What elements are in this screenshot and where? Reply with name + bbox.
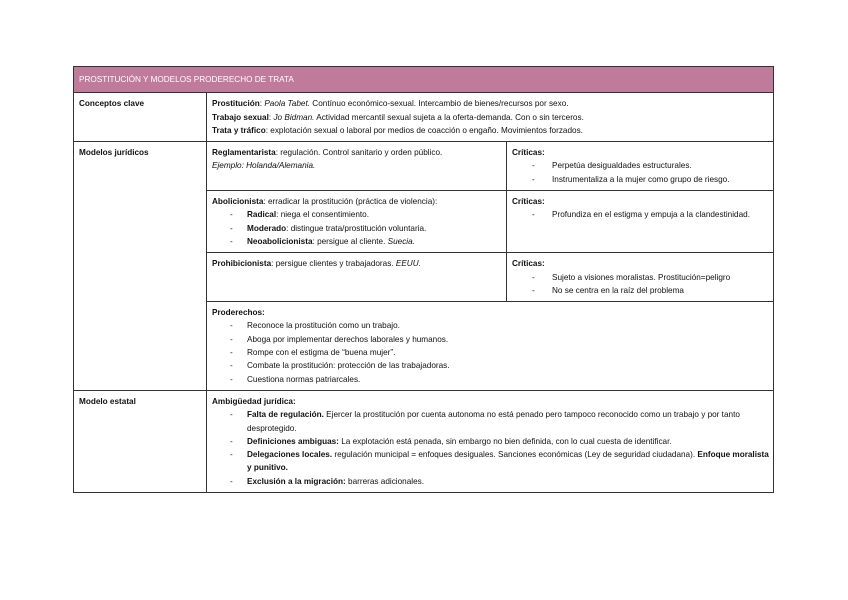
estatal-row [74, 390, 774, 492]
reglamentarista-row [74, 142, 774, 191]
critica-item: - Profundiza en el estigma y empuja a la clandestinidad. [512, 208, 769, 221]
estatal-term: Falta de regulación. [247, 410, 324, 420]
estatal-term: Delegaciones locales. [247, 450, 333, 460]
concept-line: Trata y tráfico: explotación sexual o laboral por medios de coacción o engaño. Movimientos forzados. [212, 125, 583, 135]
critica-item: - Perpetúa desigualdades estructurales. [512, 159, 769, 172]
proderechos-item: - Rompe con el estigma de “buena mujer”. [212, 346, 769, 359]
concept-line: Trabajo sexual: Jo Bidman. Actividad mercantil sexual sujeta a la oferta-demanda. Con o sin terceros. [212, 112, 584, 122]
concept-line: Prostitución: Paola Tabet. Contínuo económico-sexual. Intercambio de bienes/recursos por sexo. [212, 99, 569, 109]
estatal-text: barreras adicionales. [348, 476, 425, 486]
concept-author: Jo Bidman. [273, 112, 315, 122]
subtype-text: persigue al cliente. [317, 236, 386, 246]
concept-author: Paola Tabet. [264, 99, 311, 109]
row-label-conceptos: Conceptos clave [74, 93, 207, 142]
concept-term: Trabajo sexual [212, 112, 269, 122]
concept-text: Actividad mercantil sexual sujeta a la oferta-demanda. Con o sin terceros. [316, 112, 584, 122]
model-term: Proderechos: [212, 308, 265, 318]
estatal-text: regulación municipal = enfoques desiguales. Sanciones económicas (Ley de seguridad ciudadana). [334, 450, 696, 460]
criticas-list [512, 159, 769, 186]
criticas-label: Críticas: [512, 259, 545, 269]
criticas-list [512, 271, 769, 298]
proderechos-item: - Aboga por implementar derechos laborales y humanos. [212, 333, 769, 346]
reglamentarista-cell: Reglamentarista: regulación. Control sanitario y orden público. Ejemplo: Holanda/Alemania. [207, 142, 507, 191]
proderechos-item: - Cuestiona normas patriarcales. [212, 373, 769, 386]
estatal-item [212, 408, 769, 435]
summary-table [73, 66, 774, 493]
criticas-label: Críticas: [512, 148, 545, 158]
critica-item: - Instrumentaliza a la mujer como grupo de riesgo. [512, 173, 769, 186]
subtype-item: - Radical: niega el consentimiento. [212, 208, 502, 221]
row-label-modelos: Modelos jurídicos [74, 142, 207, 391]
table-title: PROSTITUCIÓN Y MODELOS PRODERECHO DE TRATA [74, 67, 774, 93]
subtype-term: Radical [247, 210, 277, 220]
model-term: Prohibicionista [212, 259, 272, 269]
concept-term: Trata y tráfico [212, 125, 266, 135]
proderechos-list [212, 319, 769, 385]
subtype-term: Neoabolicionista [247, 236, 313, 246]
estatal-item [212, 448, 769, 475]
title-row [74, 67, 774, 93]
conceptos-row [74, 93, 774, 142]
model-text: erradicar la prostitución (práctica de violencia): [267, 197, 438, 207]
prohibicionista-cell: Prohibicionista: persigue clientes y trabajadoras. EEUU. [207, 253, 507, 302]
model-term: Abolicionista [212, 197, 264, 207]
subtype-example: Suecia. [387, 236, 415, 246]
concept-text: Contínuo económico-sexual. Intercambio de bienes/recursos por sexo. [312, 99, 569, 109]
subtype-term: Moderado [247, 223, 287, 233]
estatal-item [212, 435, 769, 448]
estatal-term: Exclusión a la migración: [247, 476, 346, 486]
model-text: persigue clientes y trabajadoras. [275, 259, 394, 269]
model-example: EEUU. [395, 259, 421, 269]
concept-term: Prostitución [212, 99, 260, 109]
critica-item: - No se centra en la raíz del problema [512, 284, 769, 297]
subtype-text: niega el consentimiento. [280, 210, 369, 220]
critica-item: - Sujeto a visiones moralistas. Prostitución=peligro [512, 271, 769, 284]
estatal-term: Definiciones ambiguas: [247, 436, 339, 446]
row-label-estatal: Modelo estatal [74, 390, 207, 492]
estatal-list [212, 408, 769, 488]
subtype-text: distingue trata/prostitución voluntaria. [290, 223, 427, 233]
model-text: regulación. Control sanitario y orden público. [280, 148, 443, 158]
conceptos-cell [207, 93, 774, 142]
abolicionista-criticas-cell [507, 191, 774, 253]
criticas-list [512, 208, 769, 221]
estatal-cell [207, 390, 774, 492]
model-term: Reglamentarista [212, 148, 276, 158]
estatal-term: Enfoque moralista y punitivo. [247, 450, 769, 473]
model-example: Ejemplo: Holanda/Alemania. [212, 161, 316, 171]
prohibicionista-criticas-cell [507, 253, 774, 302]
estatal-text: Ejercer la prostitución por cuenta autonoma no está penado pero tampoco reconocido como un trabajo y por tanto desprotegido. [247, 410, 740, 433]
proderechos-cell [207, 302, 774, 391]
abolicionista-cell: Abolicionista: erradicar la prostitución (práctica de violencia): - Radical: niega el consentimiento. - Moderado: distingue trata/prostitución voluntaria. - Neoabolicionista: persigue al cliente. Suecia. [207, 191, 507, 253]
subtype-item: - Neoabolicionista: persigue al cliente. Suecia. [212, 235, 502, 248]
criticas-label: Críticas: [512, 197, 545, 207]
estatal-text: La explotación está penada, sin embargo no bien definida, con lo cual cuesta de identificar. [341, 436, 672, 446]
subtype-item: - Moderado: distingue trata/prostitución voluntaria. [212, 222, 502, 235]
document-table-container [73, 66, 773, 493]
reglamentarista-criticas-cell [507, 142, 774, 191]
concept-text: explotación sexual o laboral por medios de coacción o engaño. Movimientos forzados. [270, 125, 583, 135]
proderechos-item: - Reconoce la prostitución como un trabajo. [212, 319, 769, 332]
estatal-heading: Ambigüedad jurídica: [212, 396, 296, 406]
proderechos-item: - Combate la prostitución: protección de las trabajadoras. [212, 359, 769, 372]
estatal-item [212, 475, 769, 488]
abolicionista-subtypes [212, 208, 502, 248]
